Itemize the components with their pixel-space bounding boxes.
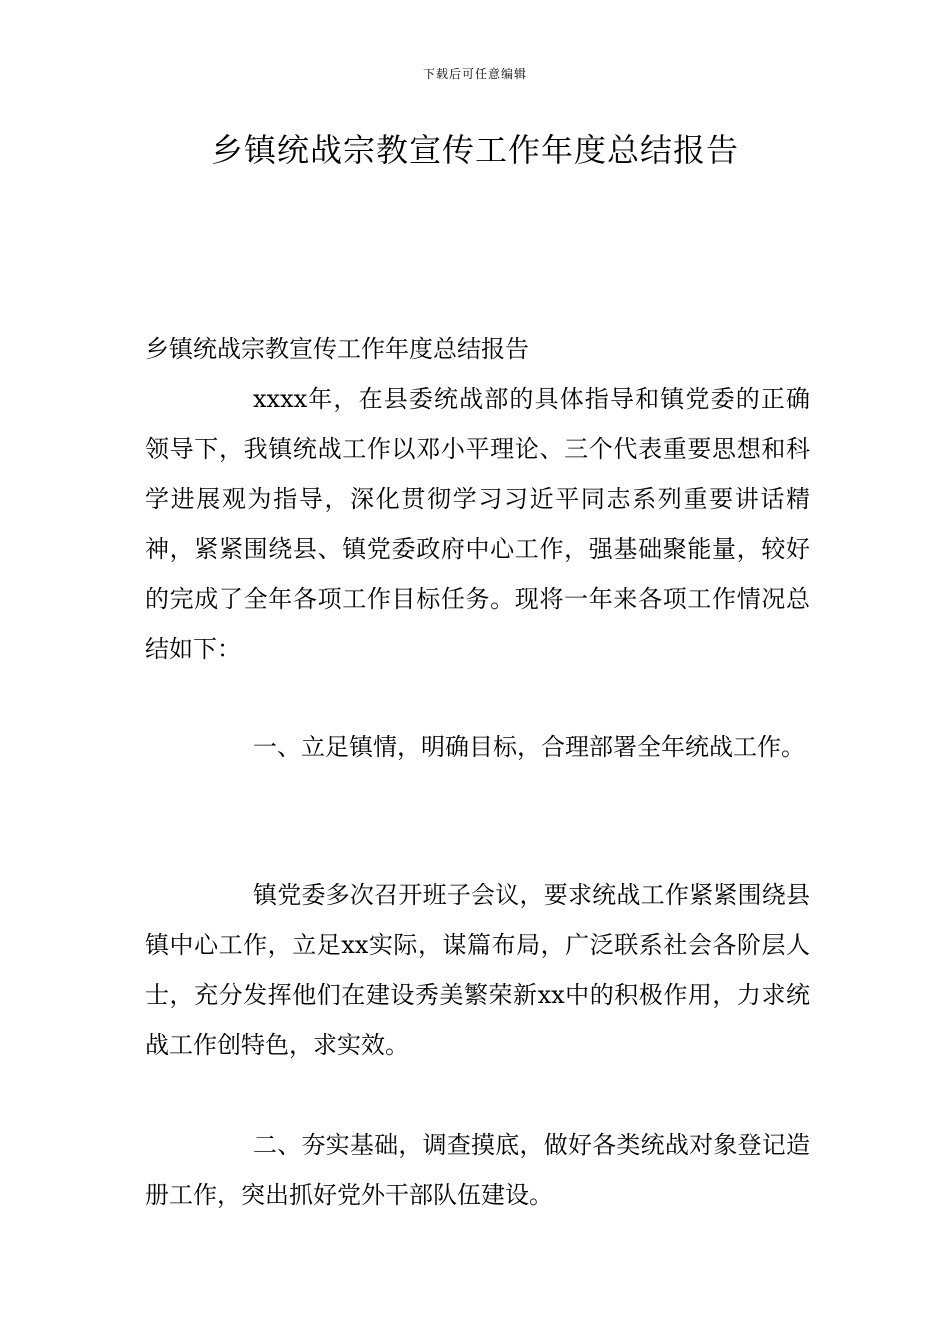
section-heading-2: 二、夯实基础，调查摸底，做好各类统战对象登记造册工作，突出抓好党外干部队伍建设。 bbox=[145, 1131, 810, 1209]
section-paragraph-1: 镇党委多次召开班子会议，要求统战工作紧紧围绕县镇中心工作，立足xx实际，谋篇布局，广泛联系社会各阶层人士，充分发挥他们在建设秀美繁荣新xx中的积极作用，力求统战工作创特色，求实效。 bbox=[145, 881, 810, 1059]
page-header-note: 下载后可任意编辑 bbox=[422, 67, 527, 81]
section-heading-1: 一、立足镇情，明确目标，合理部署全年统战工作。 bbox=[253, 733, 805, 761]
document-title: 乡镇统战宗教宣传工作年度总结报告 bbox=[210, 131, 739, 169]
document-subtitle: 乡镇统战宗教宣传工作年度总结报告 bbox=[145, 335, 529, 363]
intro-paragraph: xxxx年，在县委统战部的具体指导和镇党委的正确领导下，我镇统战工作以邓小平理论、三个代表重要思想和科学进展观为指导，深化贯彻学习习近平同志系列重要讲话精神，紧紧围绕县、镇党委政府中心工作，强基础聚能量，较好的完成了全年各项工作目标任务。现将一年来各项工作情况总结如下： bbox=[145, 385, 810, 663]
